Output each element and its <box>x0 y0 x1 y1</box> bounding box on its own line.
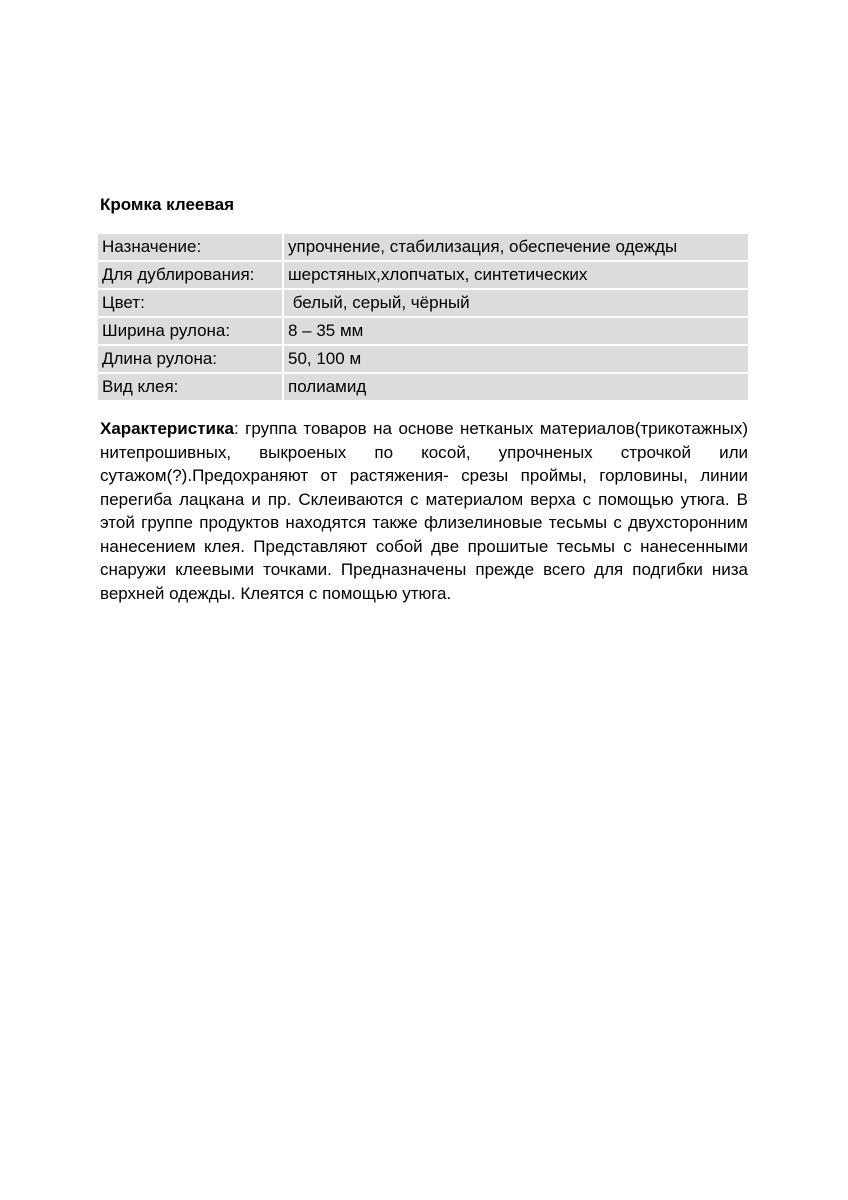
document-title: Кромка клеевая <box>100 195 234 214</box>
spec-value: белый, серый, чёрный <box>284 290 748 316</box>
description-paragraph <box>100 417 748 605</box>
spec-table <box>96 232 750 402</box>
description-lead-separator: : <box>233 419 246 438</box>
spec-label: Длина рулона: <box>98 346 282 372</box>
spec-row-roll-width <box>98 318 748 344</box>
spec-row-color <box>98 290 748 316</box>
spec-row-purpose <box>98 234 748 260</box>
spec-row-roll-length <box>98 346 748 372</box>
spec-label: Назначение: <box>98 234 282 260</box>
spec-value: упрочнение, стабилизация, обеспечение одежды <box>284 234 748 260</box>
spec-label: Цвет: <box>98 290 282 316</box>
spec-row-fusing <box>98 262 748 288</box>
spec-value: шерстяных,хлопчатых, синтетических <box>284 262 748 288</box>
spec-value: полиамид <box>284 374 748 400</box>
spec-label: Вид клея: <box>98 374 282 400</box>
spec-value: 50, 100 м <box>284 346 748 372</box>
description-text: группа товаров на основе нетканых материалов(трикотажных) нитепрошивных, выкроеных по косой, упрочненых строчкой или сутажом(?).Предохраняют от растяжения- срезы проймы, горловины, линии перегиба лацкана и пр. Склеиваются с материалом верха с помощью утюга. В этой группе продуктов находятся также флизелиновые тесьмы с двухсторонним нанесением клея. Представляют собой две прошитые тесьмы с нанесенными снаружи клеевыми точками. Предназначены прежде всего для подгибки низа верхней одежды. Клеятся с помощью утюга. <box>100 419 748 603</box>
spec-value: 8 – 35 мм <box>284 318 748 344</box>
spec-label: Для дублирования: <box>98 262 282 288</box>
spec-row-adhesive <box>98 374 748 400</box>
description-lead: Характеристика <box>100 419 234 438</box>
spec-label: Ширина рулона: <box>98 318 282 344</box>
